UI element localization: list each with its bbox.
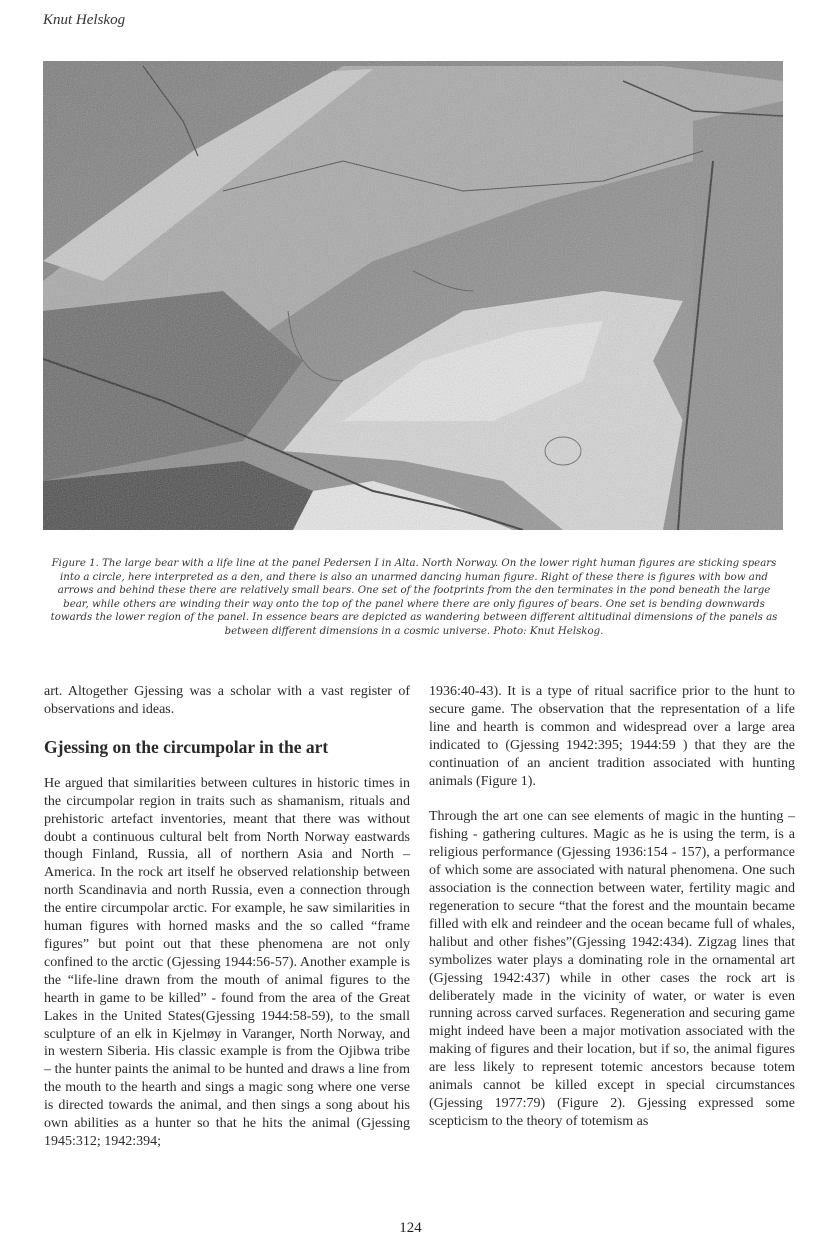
right-paragraph-1: 1936:40-43). It is a type of ritual sacrifice prior to the hunt to secure game. The observation that the representation of a life line and hearth is common and widespread over a large area indicated to (Gjessing 1942:395; 1944:59 ) that they are the continuation of an ancient tradition associated with hunting animals (Figure 1). xyxy=(429,684,795,789)
right-column xyxy=(429,683,795,1131)
section-heading: Gjessing on the circumpolar in the art xyxy=(44,736,329,757)
left-paragraph-2: He argued that similarities between cultures in historic times in the circumpolar region in traits such as shamanism, rituals and prehistoric artefact inventories, meant that there was without doubt a continuous cultural belt from North Norway eastwards though Finland, Russia, all of northern Asia and North –America. In the rock art itself he observed relationship between north Scandinavia and north Russia, even a connection through the entire circumpolar arctic. For example, he saw similarities in human figures with horned masks and the so called “frame figures” but point out that these phenomena are not only confined to the arctic (Gjessing 1944:56-57). Another example is the “life-line drawn from the mouth of animal figures to the hearth in game to be killed” - found from the area of the Great Lakes in the United States(Gjessing 1944:58-59), to the small sculpture of an elk in Kjelmøy in Varanger, North Norway, and in western Siberia. His classic example is from the Ojibwa tribe – the hunter paints the animal to be hunted and draws a line from the mouth to the hearth and sings a magic song where one verse is directed towards the animal, and then sings a song about his own abilities as a hunter so that he hits the animal (Gjessing 1945:312; 1942:394; xyxy=(44,775,410,1149)
page-number: 124 xyxy=(399,1220,422,1236)
right-paragraph-2: Through the art one can see elements of magic in the hunting – fishing - gathering cultures. Magic as he is using the term, is a religious performance (Gjessing 1936:154 - 157), a performance of which some are associated with natural phenomena. One such association is the connection between water, fertility magic and regeneration to secure “that the forest and the mountain became filled with elk and reindeer and the ocean became full of whales, halibut and other fishes”(Gjessing 1942:434). Zigzag lines that symbolizes water plays a dominating role in the ornamental art (Gjessing 1942:437) while in other cases the rock art is deliberately made in the vicinity of water, or water is even running across carved surfaces. Regeneration and securing game might indeed have been a major motivation associated with the making of figures and their location, but if so, the animal figures are less likely to represent totemic ancestors because totem animals cannot be killed except in special circumstances (Gjessing 1977:79) (Figure 2). Gjessing expressed some scepticism to the theory of totemism as xyxy=(429,809,795,1129)
left-column xyxy=(44,683,410,1151)
rock-art-photo-image xyxy=(43,61,783,530)
left-paragraph-1: art. Altogether Gjessing was a scholar with a vast register of observations and ideas. xyxy=(44,684,410,717)
running-head-author: Knut Helskog xyxy=(43,12,126,28)
figure-1-photo xyxy=(43,61,783,530)
figure-1-caption: Figure 1. The large bear with a life line at the panel Pedersen I in Alta. North Norway. On the lower right human figures are sticking spears into a circle, here interpreted as a den, and there is also an unarmed dancing human figure. Right of these there is figures with bow and arrows and behind these there are relatively small bears. One set of the footprints from the den terminates in the pond beneath the large bear, while others are winding their way onto the top of the panel where there are only figures of bears. One set is bending downwards towards the lower region of the panel. In essence bears are depicted as wandering between different altitudinal dimensions of the panels as between different dimensions in a cosmic universe. Photo: Knut Helskog. xyxy=(50,558,778,637)
